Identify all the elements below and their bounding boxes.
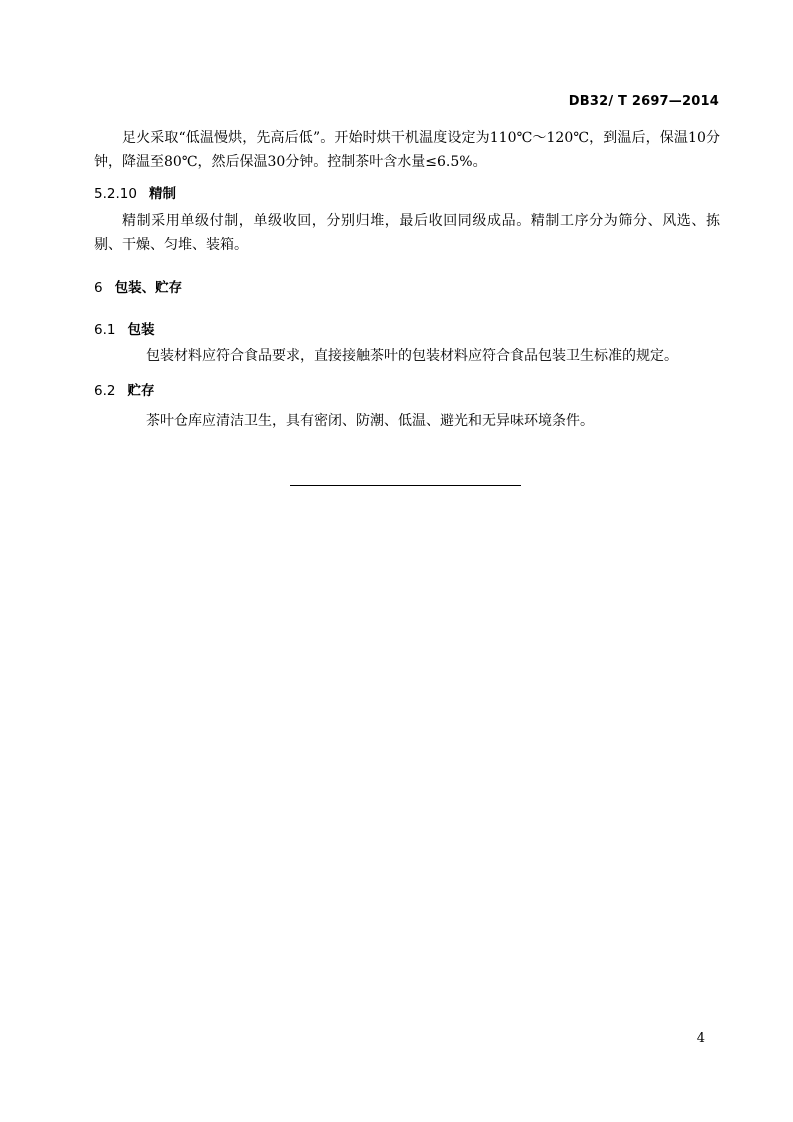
paragraph-store: 茶叶仓库应清洁卫生，具有密闭、防潮、低温、避光和无异味环境条件。 bbox=[146, 413, 594, 429]
paragraph-refine bbox=[94, 209, 720, 257]
heading-6-2 bbox=[94, 379, 154, 399]
paragraph-pack: 包装材料应符合食品要求，直接接触茶叶的包装材料应符合食品包装卫生标准的规定。 bbox=[146, 348, 678, 364]
heading-title: 精制 bbox=[148, 186, 176, 202]
paragraph-refine-text: 精制采用单级付制，单级收回，分别归堆，最后收回同级成品。精制工序分为筛分、风选、拣剔、干燥、匀堆、装箱。 bbox=[94, 213, 720, 253]
heading-title: 包装、贮存 bbox=[114, 280, 183, 296]
heading-title: 包装 bbox=[127, 322, 155, 338]
paragraph-drying-text: 足火采取“低温慢烘，先高后低”。开始时烘干机温度设定为110℃～120℃，到温后，保温10分钟，降温至80℃，然后保温30分钟。控制茶叶含水量≤6.5%。 bbox=[94, 130, 720, 170]
document-id: DB32/ T 2697—2014 bbox=[568, 94, 719, 109]
end-of-document-line bbox=[290, 485, 521, 486]
paragraph-drying bbox=[94, 126, 720, 174]
heading-number: 5.2.10 bbox=[94, 186, 137, 202]
heading-number: 6.2 bbox=[94, 383, 116, 399]
page-number: 4 bbox=[696, 1031, 705, 1046]
heading-5-2-10 bbox=[94, 182, 176, 202]
heading-number: 6.1 bbox=[94, 322, 116, 338]
heading-6 bbox=[94, 276, 182, 296]
heading-6-1 bbox=[94, 318, 154, 338]
heading-number: 6 bbox=[94, 280, 103, 296]
heading-title: 贮存 bbox=[127, 383, 155, 399]
